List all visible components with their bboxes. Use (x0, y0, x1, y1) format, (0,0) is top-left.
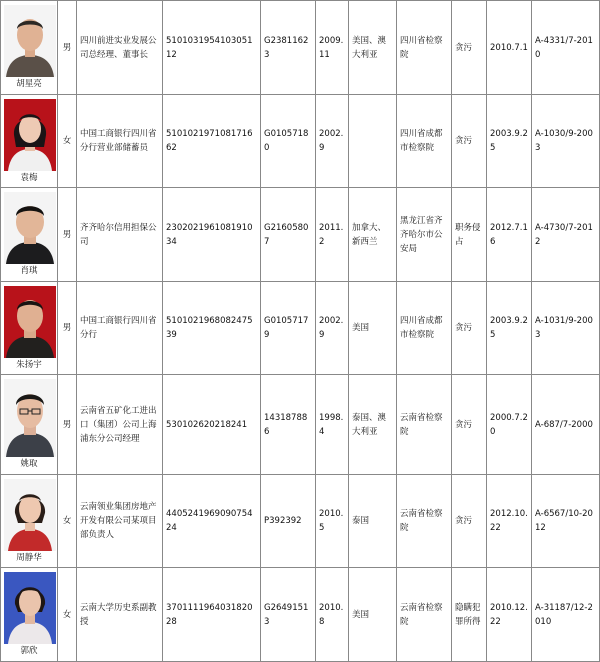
position-cell: 云南省五矿化工进出口（集团）公司上海浦东分公司经理 (77, 375, 163, 475)
destination-cell: 美国、澳大利亚 (349, 1, 397, 95)
person-name: 肖琪 (20, 266, 38, 276)
destination-cell: 加拿大、新西兰 (349, 188, 397, 282)
issue-date-cell: 2010.7.1 (487, 1, 532, 95)
person-name: 周静华 (16, 552, 42, 563)
person-name: 袁梅 (20, 172, 38, 183)
gender-cell: 女 (58, 475, 77, 568)
gender-cell: 男 (58, 1, 77, 95)
charge-cell: 隐瞒犯罪所得 (452, 568, 487, 662)
notice-number-cell: A-6567/10-2012 (532, 475, 600, 568)
passport-cell: G01057180 (261, 95, 316, 188)
person-name: 胡星亮 (16, 79, 42, 89)
portrait-photo (4, 99, 56, 171)
position-cell: 云南大学历史系副教授 (77, 568, 163, 662)
table-row (1, 475, 600, 568)
charge-cell: 职务侵占 (452, 188, 487, 282)
photo-cell (1, 95, 58, 188)
id-number-cell: 510103195410305112 (163, 1, 261, 95)
flee-date-cell: 2010.5 (316, 475, 349, 568)
passport-cell: G21605807 (261, 188, 316, 282)
id-number-cell: 530102620218241 (163, 375, 261, 475)
notice-number-cell: A-4730/7-2012 (532, 188, 600, 282)
portrait-photo (4, 479, 56, 551)
flee-date-cell: 2011.2 (316, 188, 349, 282)
charge-cell: 贪污 (452, 1, 487, 95)
issue-date-cell: 2003.9.25 (487, 282, 532, 375)
table-row (1, 95, 600, 188)
filing-unit-cell: 四川省成都市检察院 (397, 95, 452, 188)
filing-unit-cell: 四川省检察院 (397, 1, 452, 95)
issue-date-cell: 2000.7.20 (487, 375, 532, 475)
filing-unit-cell: 云南省检察院 (397, 375, 452, 475)
issue-date-cell: 2003.9.25 (487, 95, 532, 188)
table-row (1, 188, 600, 282)
charge-cell: 贪污 (452, 282, 487, 375)
filing-unit-cell: 四川省成都市检察院 (397, 282, 452, 375)
destination-cell: 美国 (349, 282, 397, 375)
notice-number-cell: A-4331/7-2010 (532, 1, 600, 95)
position-cell: 中国工商银行四川省分行营业部储蓄员 (77, 95, 163, 188)
passport-cell: P392392 (261, 475, 316, 568)
id-number-cell: 230202196108191034 (163, 188, 261, 282)
notice-number-cell: A-687/7-2000 (532, 375, 600, 475)
destination-cell (349, 95, 397, 188)
destination-cell: 泰国、澳大利亚 (349, 375, 397, 475)
photo-cell (1, 282, 58, 375)
filing-unit-cell: 云南省检察院 (397, 568, 452, 662)
photo-cell (1, 475, 58, 568)
portrait-photo (4, 572, 56, 644)
position-cell: 齐齐哈尔信用担保公司 (77, 188, 163, 282)
notice-number-cell: A-1031/9-2003 (532, 282, 600, 375)
gender-cell: 女 (58, 95, 77, 188)
position-cell: 云南领业集团房地产开发有限公司某项目部负责人 (77, 475, 163, 568)
person-name: 朱扬宇 (16, 359, 42, 370)
photo-cell (1, 1, 58, 95)
charge-cell: 贪污 (452, 95, 487, 188)
passport-cell: 143187886 (261, 375, 316, 475)
photo-cell (1, 375, 58, 475)
gender-cell: 男 (58, 375, 77, 475)
flee-date-cell: 2009.11 (316, 1, 349, 95)
destination-cell: 泰国 (349, 475, 397, 568)
id-number-cell: 510102196808247539 (163, 282, 261, 375)
filing-unit-cell: 云南省检察院 (397, 475, 452, 568)
gender-cell: 男 (58, 188, 77, 282)
flee-date-cell: 2010.8 (316, 568, 349, 662)
issue-date-cell: 2010.12.22 (487, 568, 532, 662)
id-number-cell: 440524196909075424 (163, 475, 261, 568)
gender-cell: 女 (58, 568, 77, 662)
table-row (1, 282, 600, 375)
position-cell: 四川前进实业发展公司总经理、董事长 (77, 1, 163, 95)
position-cell: 中国工商银行四川省分行 (77, 282, 163, 375)
portrait-photo (4, 379, 56, 457)
passport-cell: G01057179 (261, 282, 316, 375)
flee-date-cell: 2002.9 (316, 95, 349, 188)
gender-cell: 男 (58, 282, 77, 375)
person-name: 姚取 (20, 459, 38, 469)
id-number-cell: 370111196403182028 (163, 568, 261, 662)
portrait-photo (4, 192, 56, 264)
photo-cell (1, 568, 58, 662)
person-name: 郭欣 (20, 646, 38, 656)
passport-cell: G26491513 (261, 568, 316, 662)
issue-date-cell: 2012.10.22 (487, 475, 532, 568)
filing-unit-cell: 黑龙江省齐齐哈尔市公安局 (397, 188, 452, 282)
table-row (1, 375, 600, 475)
id-number-cell: 510102197108171662 (163, 95, 261, 188)
portrait-photo (4, 5, 56, 77)
portrait-photo (4, 286, 56, 358)
table-row (1, 1, 600, 95)
flee-date-cell: 1998.4 (316, 375, 349, 475)
flee-date-cell: 2002.9 (316, 282, 349, 375)
charge-cell: 贪污 (452, 375, 487, 475)
photo-cell (1, 188, 58, 282)
notice-number-cell: A-1030/9-2003 (532, 95, 600, 188)
charge-cell: 贪污 (452, 475, 487, 568)
issue-date-cell: 2012.7.16 (487, 188, 532, 282)
destination-cell: 美国 (349, 568, 397, 662)
passport-cell: G23811623 (261, 1, 316, 95)
notice-number-cell: A-31187/12-2010 (532, 568, 600, 662)
table-row (1, 568, 600, 662)
